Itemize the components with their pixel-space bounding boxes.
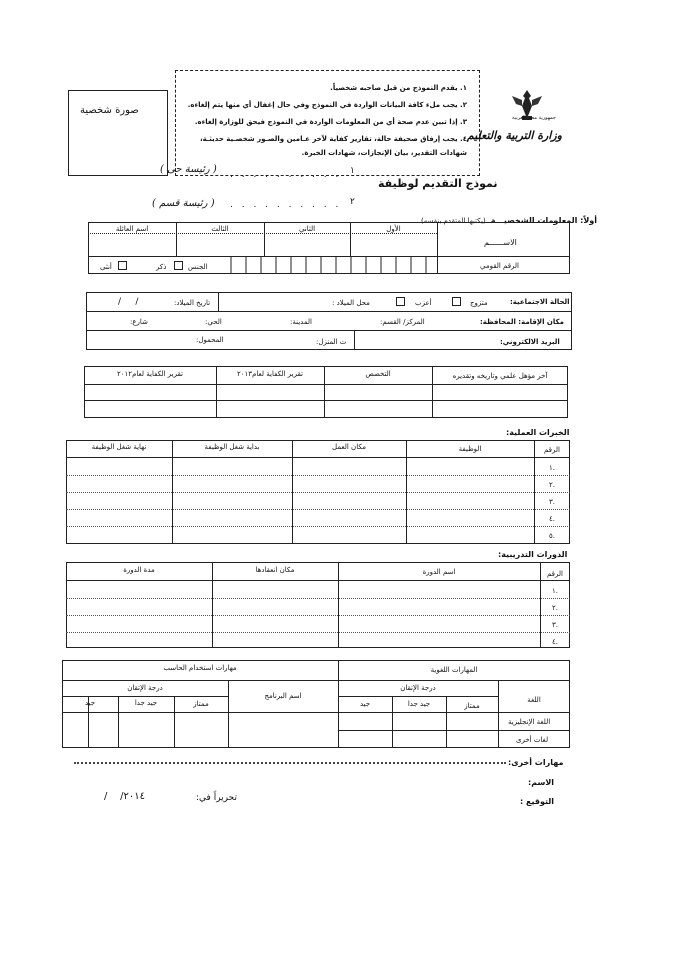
home-phone-label: ت المنزل: xyxy=(316,338,347,346)
name-footer-label: الاسم: xyxy=(528,778,555,787)
ministry-logo xyxy=(466,86,562,156)
computer-program: اسم البرنامج xyxy=(264,692,302,700)
other-skills-label: مهارات أخرى: xyxy=(508,758,564,767)
instruction-3: ٣. إذا تبين عدم صحة أي من المعلومات الواردة في النموذج فيحق للوزارة إلغاءه. xyxy=(194,118,467,127)
logo-line1: جمهورية مصر العربية xyxy=(512,115,556,121)
id-digit-grid xyxy=(216,257,437,274)
street-label: شارع: xyxy=(130,318,148,326)
handwriting-line2-dots: . . . . . . . . . . xyxy=(230,200,342,210)
comp-level-good: جيد xyxy=(84,699,96,707)
comp-level-excellent: ممتاز xyxy=(193,700,209,708)
birthdate-label: تاريخ الميلاد: xyxy=(174,299,211,307)
computer-proficiency: درجة الإتقان xyxy=(127,684,163,692)
other-skills-line[interactable] xyxy=(74,762,506,764)
instructions-list xyxy=(187,84,467,157)
course-row-3: ٣. xyxy=(552,621,558,629)
qual-col-report-2013: تقرير الكفاية لعام٢٠١٣ xyxy=(237,370,303,378)
city-label: المدينة: xyxy=(290,318,312,326)
mobile-label: المحمول: xyxy=(196,336,224,344)
lang-level-verygood: جيد جدا xyxy=(407,700,431,708)
instruction-5: شهادات التقدير، بيان الإنجازات، شهادات الخبرة. xyxy=(301,149,467,158)
qual-col-specialty: التخصص xyxy=(365,370,391,378)
female-label: أنثى xyxy=(100,263,112,271)
lang-col: اللغة xyxy=(527,696,541,704)
experience-title: الخبرات العملية: xyxy=(506,428,570,437)
exp-row-1: ١. xyxy=(549,464,555,472)
email-label: البريد الالكتروني: xyxy=(500,338,560,346)
birthdate-value[interactable]: / / xyxy=(118,297,139,307)
male-label: ذكر xyxy=(156,263,167,271)
course-col-name: اسم الدورة xyxy=(422,568,456,576)
written-on-date[interactable]: / /٢٠١٤ xyxy=(104,791,145,802)
col-first: الأول xyxy=(386,225,401,233)
lang-level-excellent: ممتاز xyxy=(464,702,480,710)
exp-col-start: بداية شغل الوظيفة xyxy=(204,443,260,451)
exp-row-2: ٢. xyxy=(549,481,555,489)
marital-label: الحالة الاجتماعية: xyxy=(510,298,570,306)
exp-col-end: نهاية شغل الوظيفة xyxy=(91,443,147,451)
district-label: الحي: xyxy=(205,318,222,326)
written-on-label: تحريراً في: xyxy=(196,793,237,803)
comp-level-verygood: جيد جدا xyxy=(134,699,158,707)
handwriting-line2-num: ٢ xyxy=(350,197,355,207)
instruction-2: ٢. يجب ملء كافة البيانات الواردة في النموذج وفي حال إغفال أي منها يتم إلغاءه. xyxy=(187,101,467,110)
form-title: نموذج التقديم لوظيفة xyxy=(378,177,498,190)
married-label: متزوج xyxy=(470,299,488,307)
male-checkbox[interactable] xyxy=(174,261,183,270)
course-row-1: ١. xyxy=(552,587,558,595)
lang-other: لغات أخرى xyxy=(516,736,549,744)
handwriting-line1-paren: ( رئيسة حى ) xyxy=(160,164,217,175)
course-col-duration: مدة الدورة xyxy=(123,566,155,574)
center-label: المركز/ القسم: xyxy=(380,318,425,326)
computer-header: مهارات استخدام الحاسب xyxy=(163,664,237,672)
exp-row-5: ٥. xyxy=(549,532,555,540)
photo-box xyxy=(68,90,168,176)
col-third: الثالث xyxy=(211,225,229,233)
gender-label: الجنس xyxy=(188,263,208,271)
married-checkbox[interactable] xyxy=(452,297,461,306)
lang-english: اللغة الإنجليزية xyxy=(508,718,551,726)
course-row-2: ٢. xyxy=(552,604,558,612)
handwriting-line1-num: ١ xyxy=(350,166,355,176)
course-col-place: مكان انعقادها xyxy=(255,566,295,574)
single-label: أعزب xyxy=(415,299,432,307)
handwriting-line2-paren: ( رئيسة قسم ) xyxy=(152,198,215,209)
photo-label: صورة شخصية xyxy=(80,105,139,116)
exp-col-num: الرقم xyxy=(544,446,560,454)
female-checkbox[interactable] xyxy=(118,261,127,270)
exp-col-job: الوظيفة xyxy=(458,445,482,453)
course-col-num: الرقم xyxy=(547,570,563,578)
section1-note: (يكتبها المتقدم بنفسه) xyxy=(421,217,486,225)
signature-label: التوقيع : xyxy=(520,797,554,806)
instruction-4: ٤. يجب إرفاق صحيفة حالة، تقارير كفاية لآخر عـامين والصـور شخصـية حديثـة، xyxy=(200,135,467,144)
courses-title: الدورات التدريبية: xyxy=(498,550,568,559)
national-id-boxes[interactable] xyxy=(216,257,437,274)
lang-proficiency: درجة الإتقان xyxy=(400,684,436,692)
course-row-4: ٤. xyxy=(552,638,558,646)
exp-col-workplace: مكان العمل xyxy=(332,443,366,451)
qual-col-last: آخر مؤهل علمي وتاريخه وتقديره xyxy=(452,372,548,380)
lang-header: المهارات اللغوية xyxy=(430,666,478,674)
col-second: الثاني xyxy=(298,225,316,233)
section1-title: أولاً: المعلومات الشخصيـــة xyxy=(490,216,597,225)
exp-row-4: ٤. xyxy=(549,515,555,523)
exp-row-3: ٣. xyxy=(549,498,555,506)
birthplace-label: محل الميلاد : xyxy=(332,299,370,307)
national-id-label: الرقم القومي xyxy=(480,262,519,270)
lang-level-good: جيد xyxy=(359,700,371,708)
logo-line2: وزارة التربية والتعليم xyxy=(466,129,562,142)
instruction-1: ١. يقدم النموذج من قبل صاحبه شخصياً. xyxy=(330,84,467,92)
qual-col-report-2012: تقرير الكفاية لعام٢٠١٢ xyxy=(117,370,183,378)
name-label: الاســــــم xyxy=(484,238,517,247)
single-checkbox[interactable] xyxy=(396,297,405,306)
residence-label: مكان الإقامة: المحافظة: xyxy=(480,318,564,326)
col-family: اسم العائلة xyxy=(115,225,149,233)
handwriting-line1-dots: . . . . . . . . . . xyxy=(230,170,342,180)
